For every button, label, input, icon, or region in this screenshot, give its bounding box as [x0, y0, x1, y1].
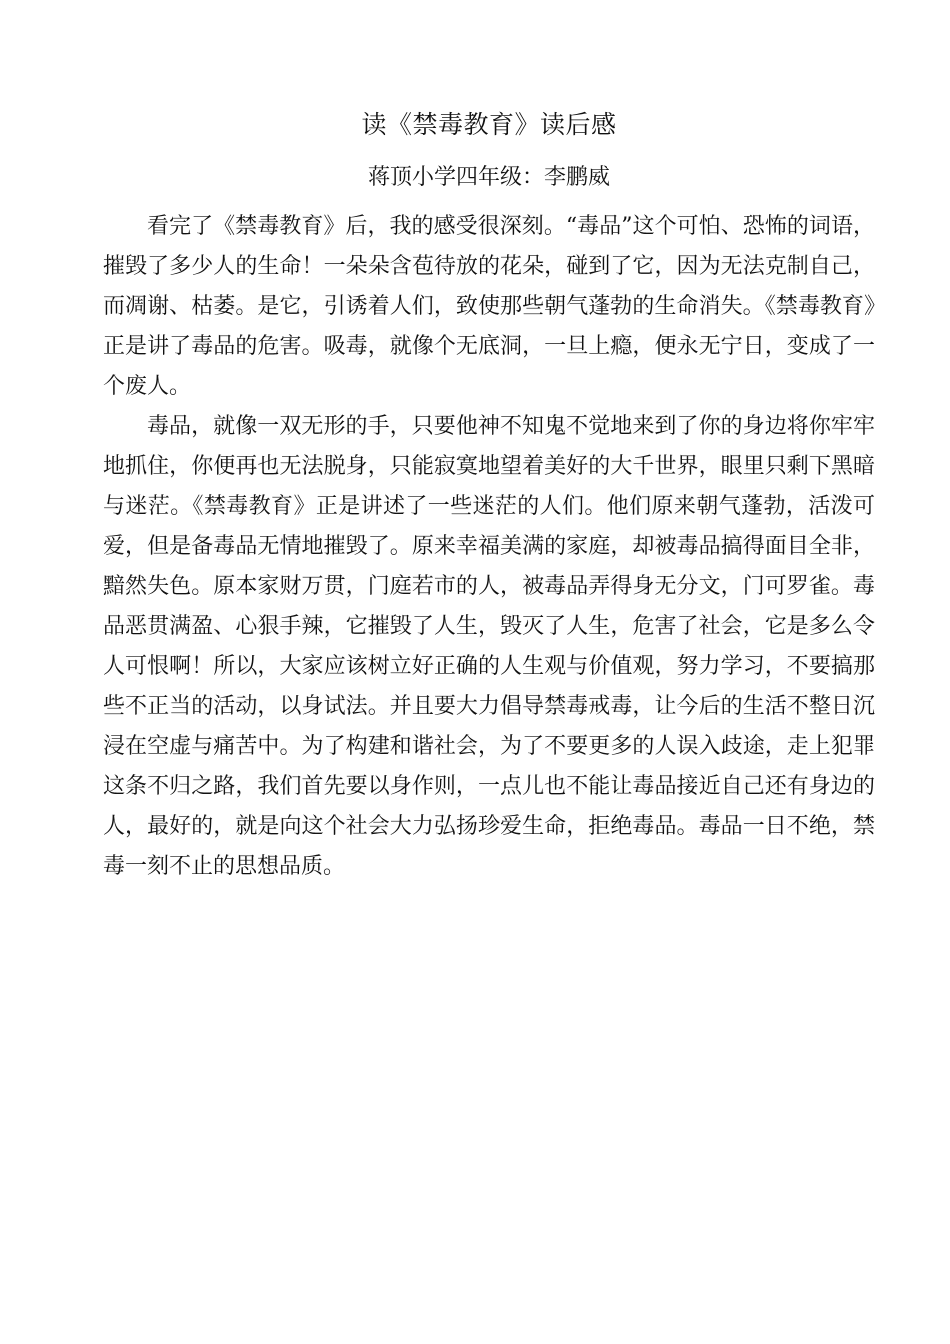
document-body: [103, 207, 875, 887]
author-byline: 蒋顶小学四年级：李鹏威: [367, 165, 610, 190]
paragraph-2: 毒品，就像一双无形的手，只要他神不知鬼不觉地来到了你的身边将你牢牢地抓住，你便再也无法脱身，只能寂寞地望着美好的大千世界，眼里只剩下黑暗与迷茫。《禁毒教育》正是讲述了一些迷茫的人们。他们原来朝气蓬勃，活泼可爱，但是备毒品无情地摧毁了。原来幸福美满的家庭，却被毒品搞得面目全非，黯然失色。原本家财万贯，门庭若市的人，被毒品弄得身无分文，门可罗雀。毒品恶贯满盈、心狠手辣，它摧毁了人生，毁灭了人生，危害了社会，它是多么令人可恨啊！所以，大家应该树立好正确的人生观与价值观，努力学习，不要搞那些不正当的活动，以身试法。并且要大力倡导禁毒戒毒，让今后的生活不整日沉浸在空虚与痛苦中。为了构建和谐社会，为了不要更多的人误入歧途，走上犯罪这条不归之路，我们首先要以身作则，一点儿也不能让毒品接近自己还有身边的人，最好的，就是向这个社会大力弘扬珍爱生命，拒绝毒品。毒品一日不绝，禁毒一刻不止的思想品质。: [103, 414, 875, 879]
document-title: 读《禁毒教育》读后感: [361, 110, 617, 139]
paragraph-1: 看完了《禁毒教育》后，我的感受很深刻。“毒品”这个可怕、恐怖的词语，摧毁了多少人的生命！一朵朵含苞待放的花朵，碰到了它，因为无法克制自己，而凋谢、枯萎。是它，引诱着人们，致使那些朝气蓬勃的生命消失。《禁毒教育》正是讲了毒品的危害。吸毒，就像个无底洞，一旦上瘾，便永无宁日，变成了一个废人。: [103, 214, 875, 399]
